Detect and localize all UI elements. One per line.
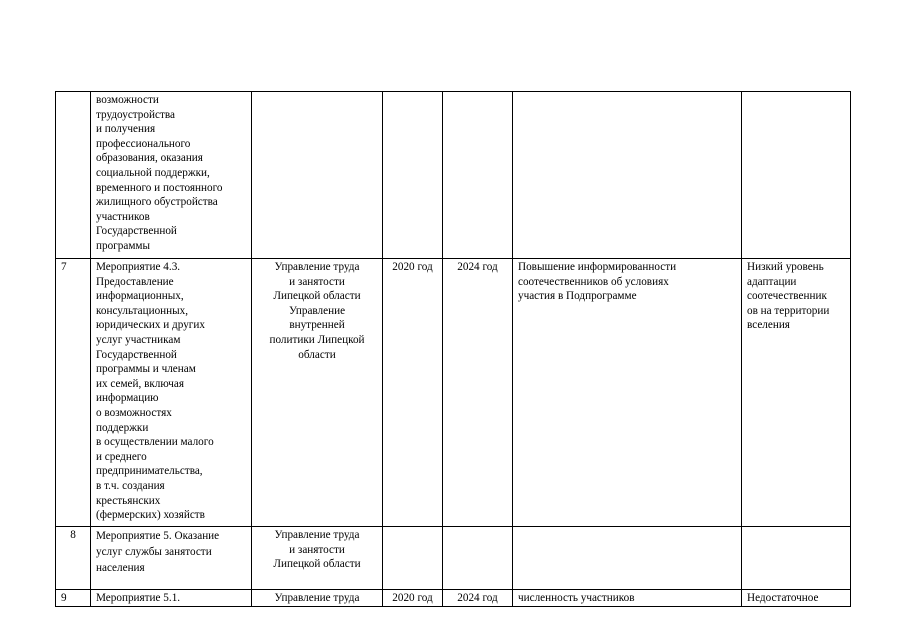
table-row <box>56 259 851 527</box>
text-line: профессионального <box>96 137 191 150</box>
event-cell <box>91 92 252 259</box>
text-line: Мероприятие 5. Оказание <box>96 530 220 542</box>
start-year-cell: 2020 год <box>383 259 443 527</box>
end-year-cell <box>443 527 513 590</box>
text-line: Мероприятие 4.3. <box>96 261 181 273</box>
text-line: (фермерских) хозяйств <box>96 509 205 522</box>
text-line: временного и постоянного <box>96 181 223 194</box>
end-year-cell <box>443 92 513 259</box>
event-cell <box>91 259 252 527</box>
row-number-cell: 7 <box>56 259 91 527</box>
text-line: и занятости <box>289 543 345 556</box>
text-line: поддержки <box>96 421 149 434</box>
text-line: вселения <box>747 319 790 332</box>
result-cell <box>513 590 742 607</box>
risk-cell <box>742 590 851 607</box>
text-line: программы и членам <box>96 363 196 376</box>
row-number-cell: 9 <box>56 590 91 607</box>
executor-cell <box>252 92 383 259</box>
result-cell <box>513 259 742 527</box>
result-cell <box>513 527 742 590</box>
text-line: области <box>298 348 336 361</box>
text-line: Государственной <box>96 225 177 238</box>
text-line: Управление <box>288 304 346 317</box>
text-line: Предоставление <box>96 275 174 288</box>
text-line: численность участников <box>518 592 635 604</box>
start-year-cell <box>383 92 443 259</box>
executor-cell <box>252 527 383 590</box>
text-line: Государственной <box>96 348 177 361</box>
table-row <box>56 590 851 607</box>
event-cell <box>91 527 252 590</box>
text-line: социальной поддержки, <box>96 166 210 179</box>
text-line: политики Липецкой <box>269 333 365 346</box>
text-line: Управление труда <box>274 261 360 273</box>
start-year-cell: 2020 год <box>383 590 443 607</box>
text-line: возможности <box>96 94 159 106</box>
text-line: участников <box>96 210 150 223</box>
text-line: информационных, <box>96 290 184 303</box>
text-line: Мероприятие 5.1. <box>96 592 181 604</box>
text-line: Управление труда <box>274 529 360 541</box>
risk-cell <box>742 527 851 590</box>
event-cell <box>91 590 252 607</box>
text-line: и занятости <box>289 275 345 288</box>
executor-cell <box>252 259 383 527</box>
text-line: соотечественников об условиях <box>518 275 669 288</box>
text-line: консультационных, <box>96 304 189 317</box>
table-row <box>56 527 851 590</box>
text-line: участия в Подпрограмме <box>518 290 637 303</box>
text-line: Липецкой области <box>273 558 361 571</box>
row-number-cell <box>56 92 91 259</box>
text-line: внутренней <box>289 319 345 332</box>
text-line: программы <box>96 239 150 252</box>
text-line: их семей, включая <box>96 377 185 390</box>
text-line: в осуществлении малого <box>96 436 214 449</box>
table-row <box>56 92 851 259</box>
text-line: Низкий уровень <box>747 261 824 273</box>
text-line: юридических и других <box>96 319 205 332</box>
text-line: информацию <box>96 392 159 405</box>
text-line: населения <box>96 562 145 574</box>
text-line: ов на территории <box>747 304 830 317</box>
risk-cell <box>742 92 851 259</box>
text-line: услуг участникам <box>96 333 181 346</box>
text-line: Липецкой области <box>273 290 361 303</box>
result-cell <box>513 92 742 259</box>
executor-cell <box>252 590 383 607</box>
program-events-table <box>55 91 851 607</box>
text-line: услуг службы занятости <box>96 546 212 558</box>
text-line: адаптации <box>747 275 797 288</box>
row-number-cell: 8 <box>56 527 91 590</box>
risk-cell <box>742 259 851 527</box>
text-line: о возможностях <box>96 406 172 419</box>
text-line: жилищного обустройства <box>96 196 218 209</box>
text-line: крестьянских <box>96 494 161 507</box>
text-line: в т.ч. создания <box>96 479 165 492</box>
text-line: соотечественник <box>747 290 827 303</box>
end-year-cell: 2024 год <box>443 590 513 607</box>
text-line: предпринимательства, <box>96 465 203 478</box>
text-line: и среднего <box>96 450 147 463</box>
text-line: Недостаточное <box>747 592 819 604</box>
text-line: Повышение информированности <box>518 261 677 273</box>
start-year-cell <box>383 527 443 590</box>
text-line: Управление труда <box>274 592 360 604</box>
text-line: образования, оказания <box>96 152 203 165</box>
text-line: и получения <box>96 123 156 136</box>
text-line: трудоустройства <box>96 108 175 121</box>
end-year-cell: 2024 год <box>443 259 513 527</box>
